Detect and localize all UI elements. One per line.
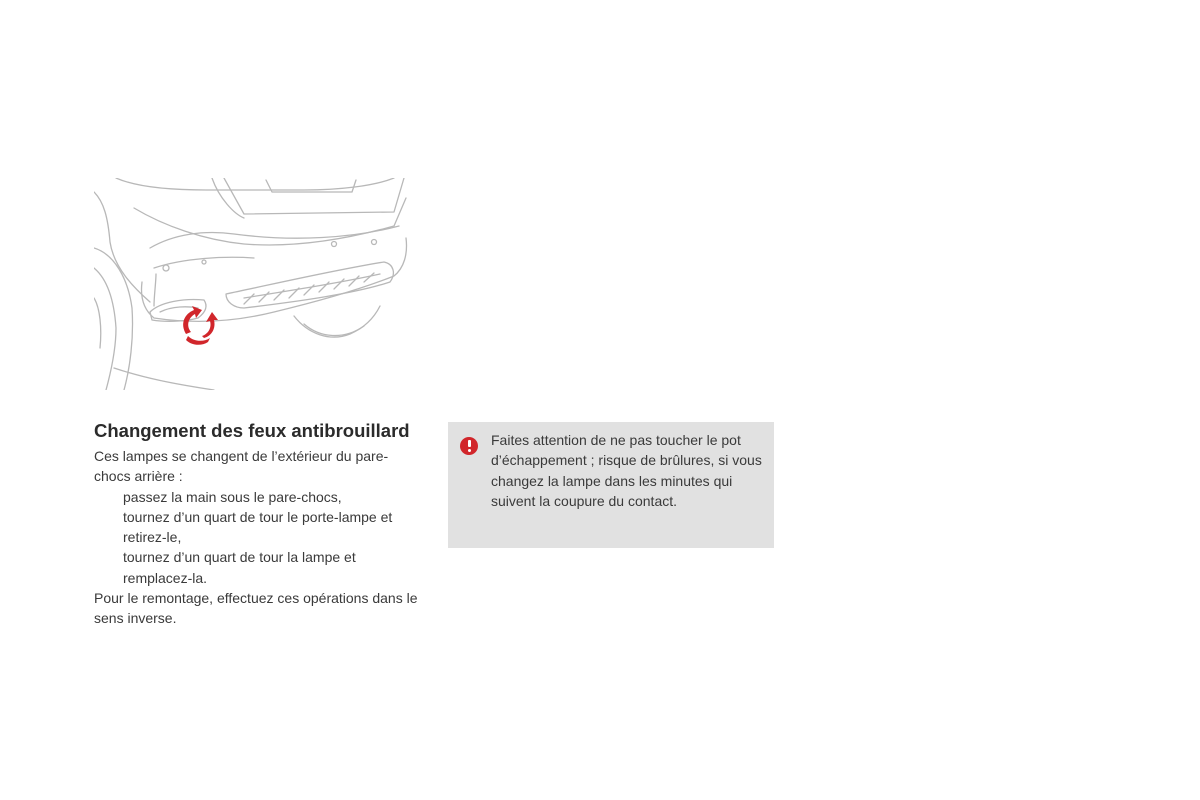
section-title: Changement des feux antibrouillard [94,420,410,441]
rotation-arrow-icon [183,306,218,345]
outro-paragraph: Pour le remontage, effectuez ces opérations dans le sens inverse. [94,590,418,627]
step-text: tournez d’un quart de tour la lampe et remplacez-la. [123,549,356,586]
warning-text: Faites attention de ne pas toucher le pot d’échappement ; risque de brûlures, si vous changez la lampe dans les minutes qui suivent la coupure du contact. [491,432,762,509]
step-item [94,507,424,548]
step-text: passez la main sous le pare-chocs, [123,488,342,505]
exclamation-icon [460,437,478,455]
fog-lamp-section [94,420,424,629]
step-list [94,487,424,588]
step-text: tournez d’un quart de tour le porte-lampe et retirez-le, [123,508,393,546]
warning-box [448,422,774,548]
intro-paragraph: Ces lampes se changent de l’extérieur du pare-chocs arrière : [94,448,389,485]
step-item [94,487,424,507]
section-body [94,446,424,629]
rear-bumper-illustration [94,178,412,390]
step-item [94,547,424,588]
